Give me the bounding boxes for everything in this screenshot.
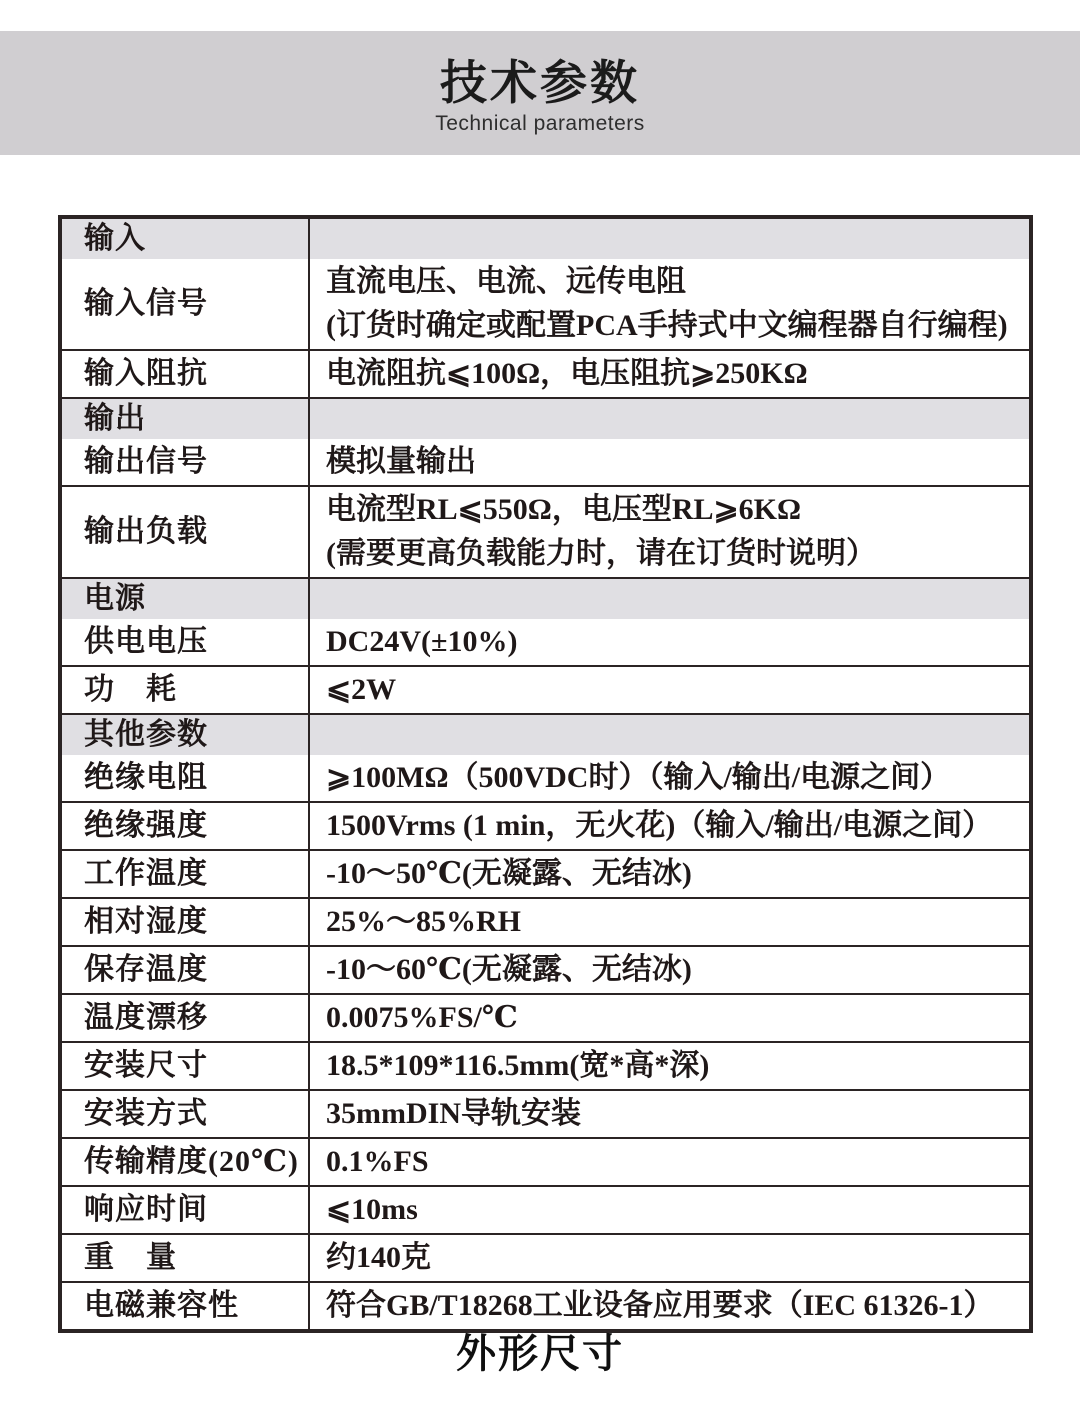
- row-value: [310, 1043, 1029, 1089]
- spec-table: [58, 215, 1033, 1333]
- row-label: 电源: [62, 579, 310, 619]
- section-header-row: [62, 399, 1029, 439]
- spec-row: [62, 1091, 1029, 1139]
- row-label: 供电电压: [62, 619, 310, 665]
- page-subtitle: Technical parameters: [435, 111, 645, 135]
- row-label: 输出负载: [62, 487, 310, 577]
- row-label: 功 耗: [62, 667, 310, 713]
- row-value: [310, 351, 1029, 397]
- spec-row: [62, 667, 1029, 715]
- spec-row: [62, 851, 1029, 899]
- row-value-line: 35mmDIN导轨安装: [326, 1097, 581, 1130]
- row-label: 安装方式: [62, 1091, 310, 1137]
- row-value-line: (需要更高负载能力时，请在订货时说明）: [326, 537, 876, 570]
- row-value: [310, 1235, 1029, 1281]
- row-label: 其他参数: [62, 715, 310, 755]
- row-label: 重 量: [62, 1235, 310, 1281]
- row-value-line: 模拟量输出: [326, 445, 476, 478]
- section-header-row: [62, 715, 1029, 755]
- row-value: [310, 619, 1029, 665]
- row-value: [310, 899, 1029, 945]
- spec-row: [62, 1043, 1029, 1091]
- row-value: [310, 399, 1029, 439]
- row-value: [310, 439, 1029, 485]
- row-value-line: ⩽2W: [326, 673, 397, 706]
- row-value-line: 18.5*109*116.5mm(宽*高*深): [326, 1049, 710, 1082]
- row-label: 输入信号: [62, 259, 310, 349]
- row-value: [310, 219, 1029, 259]
- row-value-line: -10～60℃(无凝露、无结冰): [326, 953, 692, 986]
- spec-row: [62, 351, 1029, 399]
- spec-row: [62, 899, 1029, 947]
- row-value-line: 25%～85%RH: [326, 905, 521, 938]
- row-label: 温度漂移: [62, 995, 310, 1041]
- row-value: [310, 579, 1029, 619]
- row-label: 绝缘强度: [62, 803, 310, 849]
- row-value-line: 直流电压、电流、远传电阻: [326, 265, 686, 298]
- page-title: 技术参数: [440, 56, 640, 110]
- row-value-line: 1500Vrms (1 min，无火花)（输入/输出/电源之间）: [326, 809, 993, 842]
- row-value: [310, 803, 1029, 849]
- spec-row: [62, 439, 1029, 487]
- row-value-line: -10～50℃(无凝露、无结冰): [326, 857, 692, 890]
- row-value-line: 电流阻抗⩽100Ω，电压阻抗⩾250KΩ: [326, 357, 808, 390]
- spec-row: [62, 995, 1029, 1043]
- row-value: [310, 1187, 1029, 1233]
- row-label: 安装尺寸: [62, 1043, 310, 1089]
- row-label: 输出信号: [62, 439, 310, 485]
- row-label: 相对湿度: [62, 899, 310, 945]
- row-label: 输出: [62, 399, 310, 439]
- spec-row: [62, 487, 1029, 579]
- spec-row: [62, 619, 1029, 667]
- row-value-line: 0.1%FS: [326, 1145, 429, 1178]
- row-label: 工作温度: [62, 851, 310, 897]
- row-value-line: DC24V(±10%): [326, 625, 518, 658]
- row-value-line: 电流型RL⩽550Ω，电压型RL⩾6KΩ: [326, 493, 802, 526]
- row-label: 电磁兼容性: [62, 1283, 310, 1329]
- row-label: 保存温度: [62, 947, 310, 993]
- spec-row: [62, 947, 1029, 995]
- row-value-line: 约140克: [326, 1241, 431, 1274]
- spec-row: [62, 1187, 1029, 1235]
- header-banner: [0, 31, 1080, 155]
- row-label: 输入阻抗: [62, 351, 310, 397]
- spec-row: [62, 803, 1029, 851]
- row-value: [310, 487, 1029, 577]
- row-value: [310, 995, 1029, 1041]
- row-label: 输入: [62, 219, 310, 259]
- spec-row: [62, 1139, 1029, 1187]
- row-value: [310, 259, 1029, 349]
- row-label: 响应时间: [62, 1187, 310, 1233]
- row-value-line: 0.0075%FS/℃: [326, 1001, 518, 1034]
- spec-row: [62, 755, 1029, 803]
- row-value-line: ⩾100MΩ（500VDC时）（输入/输出/电源之间）: [326, 761, 951, 794]
- outline-dimensions-heading: 外形尺寸: [456, 1332, 624, 1376]
- spec-row: [62, 1235, 1029, 1283]
- row-value-line: ⩽10ms: [326, 1193, 418, 1226]
- row-value-line: 符合GB/T18268工业设备应用要求（IEC 61326-1）: [326, 1289, 994, 1322]
- row-value: [310, 1091, 1029, 1137]
- row-value: [310, 715, 1029, 755]
- row-value-line: (订货时确定或配置PCA手持式中文编程器自行编程): [326, 309, 1008, 342]
- row-value: [310, 851, 1029, 897]
- row-value: [310, 667, 1029, 713]
- row-label: 绝缘电阻: [62, 755, 310, 801]
- row-value: [310, 755, 1029, 801]
- section-header-row: [62, 579, 1029, 619]
- spec-row: [62, 259, 1029, 351]
- row-label: 传输精度(20℃): [62, 1139, 310, 1185]
- section-header-row: [62, 219, 1029, 259]
- row-value: [310, 947, 1029, 993]
- row-value: [310, 1139, 1029, 1185]
